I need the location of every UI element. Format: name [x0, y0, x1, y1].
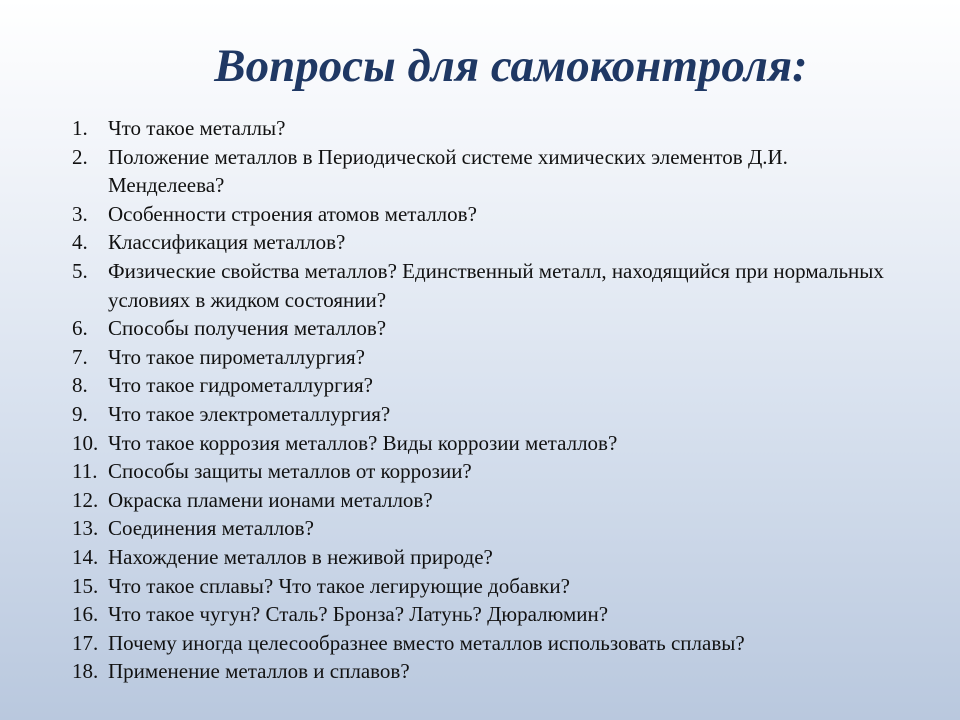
list-item: [72, 657, 892, 686]
list-item-text: Что такое пирометаллургия?: [108, 344, 365, 369]
list-item-number: 4.: [72, 230, 88, 255]
list-item-number: 6.: [72, 316, 88, 341]
list-item-text: Почему иногда целесообразнее вместо металлов использовать сплавы?: [108, 630, 745, 655]
list-item-number: 7.: [72, 344, 88, 369]
list-item-number: 18.: [72, 659, 99, 684]
list-item-number: 2.: [72, 144, 88, 169]
list-item: [72, 343, 892, 372]
list-item: [72, 200, 892, 229]
list-item: [72, 429, 892, 458]
slide-title: Вопросы для самоконтроля:: [214, 40, 808, 92]
list-item-number: 14.: [72, 544, 99, 569]
list-item-text: Что такое гидрометаллургия?: [108, 373, 373, 398]
list-item: [72, 400, 892, 429]
list-item: [72, 457, 892, 486]
list-item: [72, 572, 892, 601]
questions-list: [72, 114, 892, 686]
list-item-number: 17.: [72, 630, 99, 655]
list-item: [72, 629, 892, 658]
list-item: [72, 257, 892, 314]
list-item: [72, 600, 892, 629]
list-item-number: 11.: [72, 459, 98, 484]
list-item-number: 13.: [72, 516, 99, 541]
list-item-text: Положение металлов в Периодической системе химических элементов Д.И. Менделеева?: [108, 144, 788, 198]
list-item-text: Нахождение металлов в неживой природе?: [108, 544, 493, 569]
list-item-text: Соединения металлов?: [108, 516, 314, 541]
list-item: [72, 314, 892, 343]
list-item: [72, 371, 892, 400]
list-item: [72, 143, 892, 200]
list-item-number: 8.: [72, 373, 88, 398]
list-item-text: Окраска пламени ионами металлов?: [108, 487, 433, 512]
list-item-text: Что такое коррозия металлов? Виды коррозии металлов?: [108, 430, 618, 455]
list-item-number: 1.: [72, 116, 88, 140]
list-item: [72, 228, 892, 257]
list-item: [72, 114, 892, 143]
list-item-text: Что такое чугун? Сталь? Бронза? Латунь? Дюралюмин?: [108, 602, 609, 627]
list-item-number: 12.: [72, 487, 99, 512]
list-item-text: Классификация металлов?: [108, 230, 346, 255]
list-item-text: Способы защиты металлов от коррозии?: [108, 459, 472, 484]
list-item: [72, 486, 892, 515]
list-item-text: Что такое металлы?: [108, 116, 286, 140]
list-item-number: 15.: [72, 573, 99, 598]
list-item-text: Что такое сплавы? Что такое легирующие добавки?: [108, 573, 570, 598]
list-item-number: 3.: [72, 201, 88, 226]
list-item-text: Применение металлов и сплавов?: [108, 659, 410, 684]
list-item: [72, 543, 892, 572]
list-item-text: Физические свойства металлов? Единственный металл, находящийся при нормальных условиях в жидком состоянии?: [108, 258, 884, 312]
list-item-text: Способы получения металлов?: [108, 316, 387, 341]
list-item-number: 10.: [72, 430, 99, 455]
list-item-number: 9.: [72, 401, 88, 426]
list-item-number: 16.: [72, 602, 99, 627]
list-item-text: Особенности строения атомов металлов?: [108, 201, 477, 226]
list-item: [72, 514, 892, 543]
list-item-number: 5.: [72, 258, 88, 283]
list-item-text: Что такое электрометаллургия?: [108, 401, 391, 426]
